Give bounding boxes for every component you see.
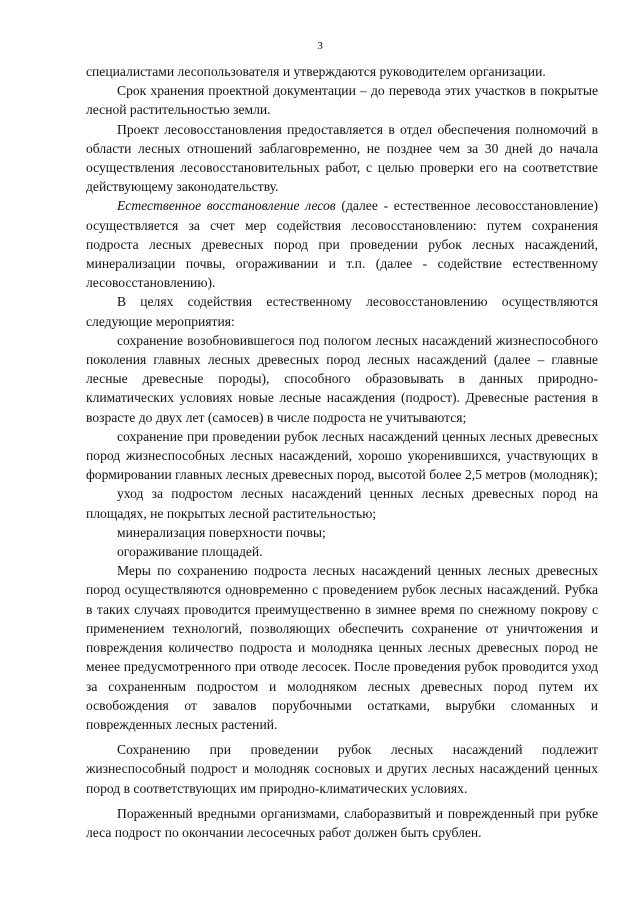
- paragraph: Проект лесовосстановления предоставляется в отдел обеспечения полномочий в области лесных отношений заблаговременно, не позднее чем за 30 дней до начала осуществления лесовосстановительных работ, с целью проверки его на соответствие действующему законодательству.: [86, 121, 598, 195]
- paragraph: Меры по сохранению подроста лесных насаждений ценных лесных древесных пород осуществляются одновременно с проведением рубок лесных насаждений. Рубка в таких случаях проводится преимущественно в зимнее время по снежному покрову с применением технологий, позволяющих обеспечить сохранение от уничтожения и повреждения количество подроста и молодняка ценных лесных древесных пород не менее предусмотренного при отводе лесосек. После проведения рубок проводится уход за сохраненным подростом и молодняком лесных древесных пород путем их освобождения от завалов порубочными остатками, вырубки сломанных и поврежденных лесных растений.: [86, 563, 598, 732]
- italic-term: Естественное восстановление лесов: [117, 198, 336, 214]
- list-item: огораживание площадей.: [117, 544, 263, 560]
- paragraph: Пораженный вредными организмами, слаборазвитый и поврежденный при рубке леса подрост по окончании лесосечных работ должен быть срублен.: [86, 805, 598, 840]
- list-item: сохранение при проведении рубок лесных насаждений ценных лесных древесных пород жизнеспособных лесных насаждений, хорошо укоренившихся, участвующих в формировании главных лесных древесных пород, высотой более 2,5 метров (молодняк);: [86, 428, 598, 483]
- paragraph: Срок хранения проектной документации – до перевода этих участков в покрытые лесной растительностью земли.: [86, 83, 598, 118]
- list-item: минерализация поверхности почвы;: [117, 524, 326, 540]
- paragraph: В целях содействия естественному лесовосстановлению осуществляются следующие мероприятия:: [86, 294, 598, 329]
- paragraph-text: (далее - естественное лесовосстановление) осуществляется за счет мер содействия лесовосстановлению: путем сохранения подроста лесных древесных пород при проведении рубок лесных насаждений, минерализации почвы, огораживании и т.п. (далее - содействие естественному лесовосстановлению).: [86, 198, 598, 291]
- paragraph: Сохранению при проведении рубок лесных насаждений подлежит жизнеспособный подрост и молодняк сосновых и других лесных насаждений ценных пород в соответствующих им природно-климатических условиях.: [86, 742, 598, 796]
- paragraph: специалистами лесопользователя и утверждаются руководителем организации.: [86, 64, 546, 79]
- paragraph: [86, 196, 598, 292]
- list-item: уход за подростом лесных насаждений ценных лесных древесных пород на площадях, не покрытых лесной растительностью;: [86, 486, 598, 521]
- document-body: [86, 62, 598, 842]
- page-number: 3: [317, 40, 323, 52]
- list-item: сохранение возобновившегося под пологом лесных насаждений жизнеспособного поколения главных лесных древесных пород лесных насаждений (далее – главные лесные древесные породы), способного образовывать в данных природно-климатических условиях новые лесные насаждения (подрост). Древесные растения в возрасте до двух лет (самосев) в числе подроста не учитываются;: [86, 332, 598, 425]
